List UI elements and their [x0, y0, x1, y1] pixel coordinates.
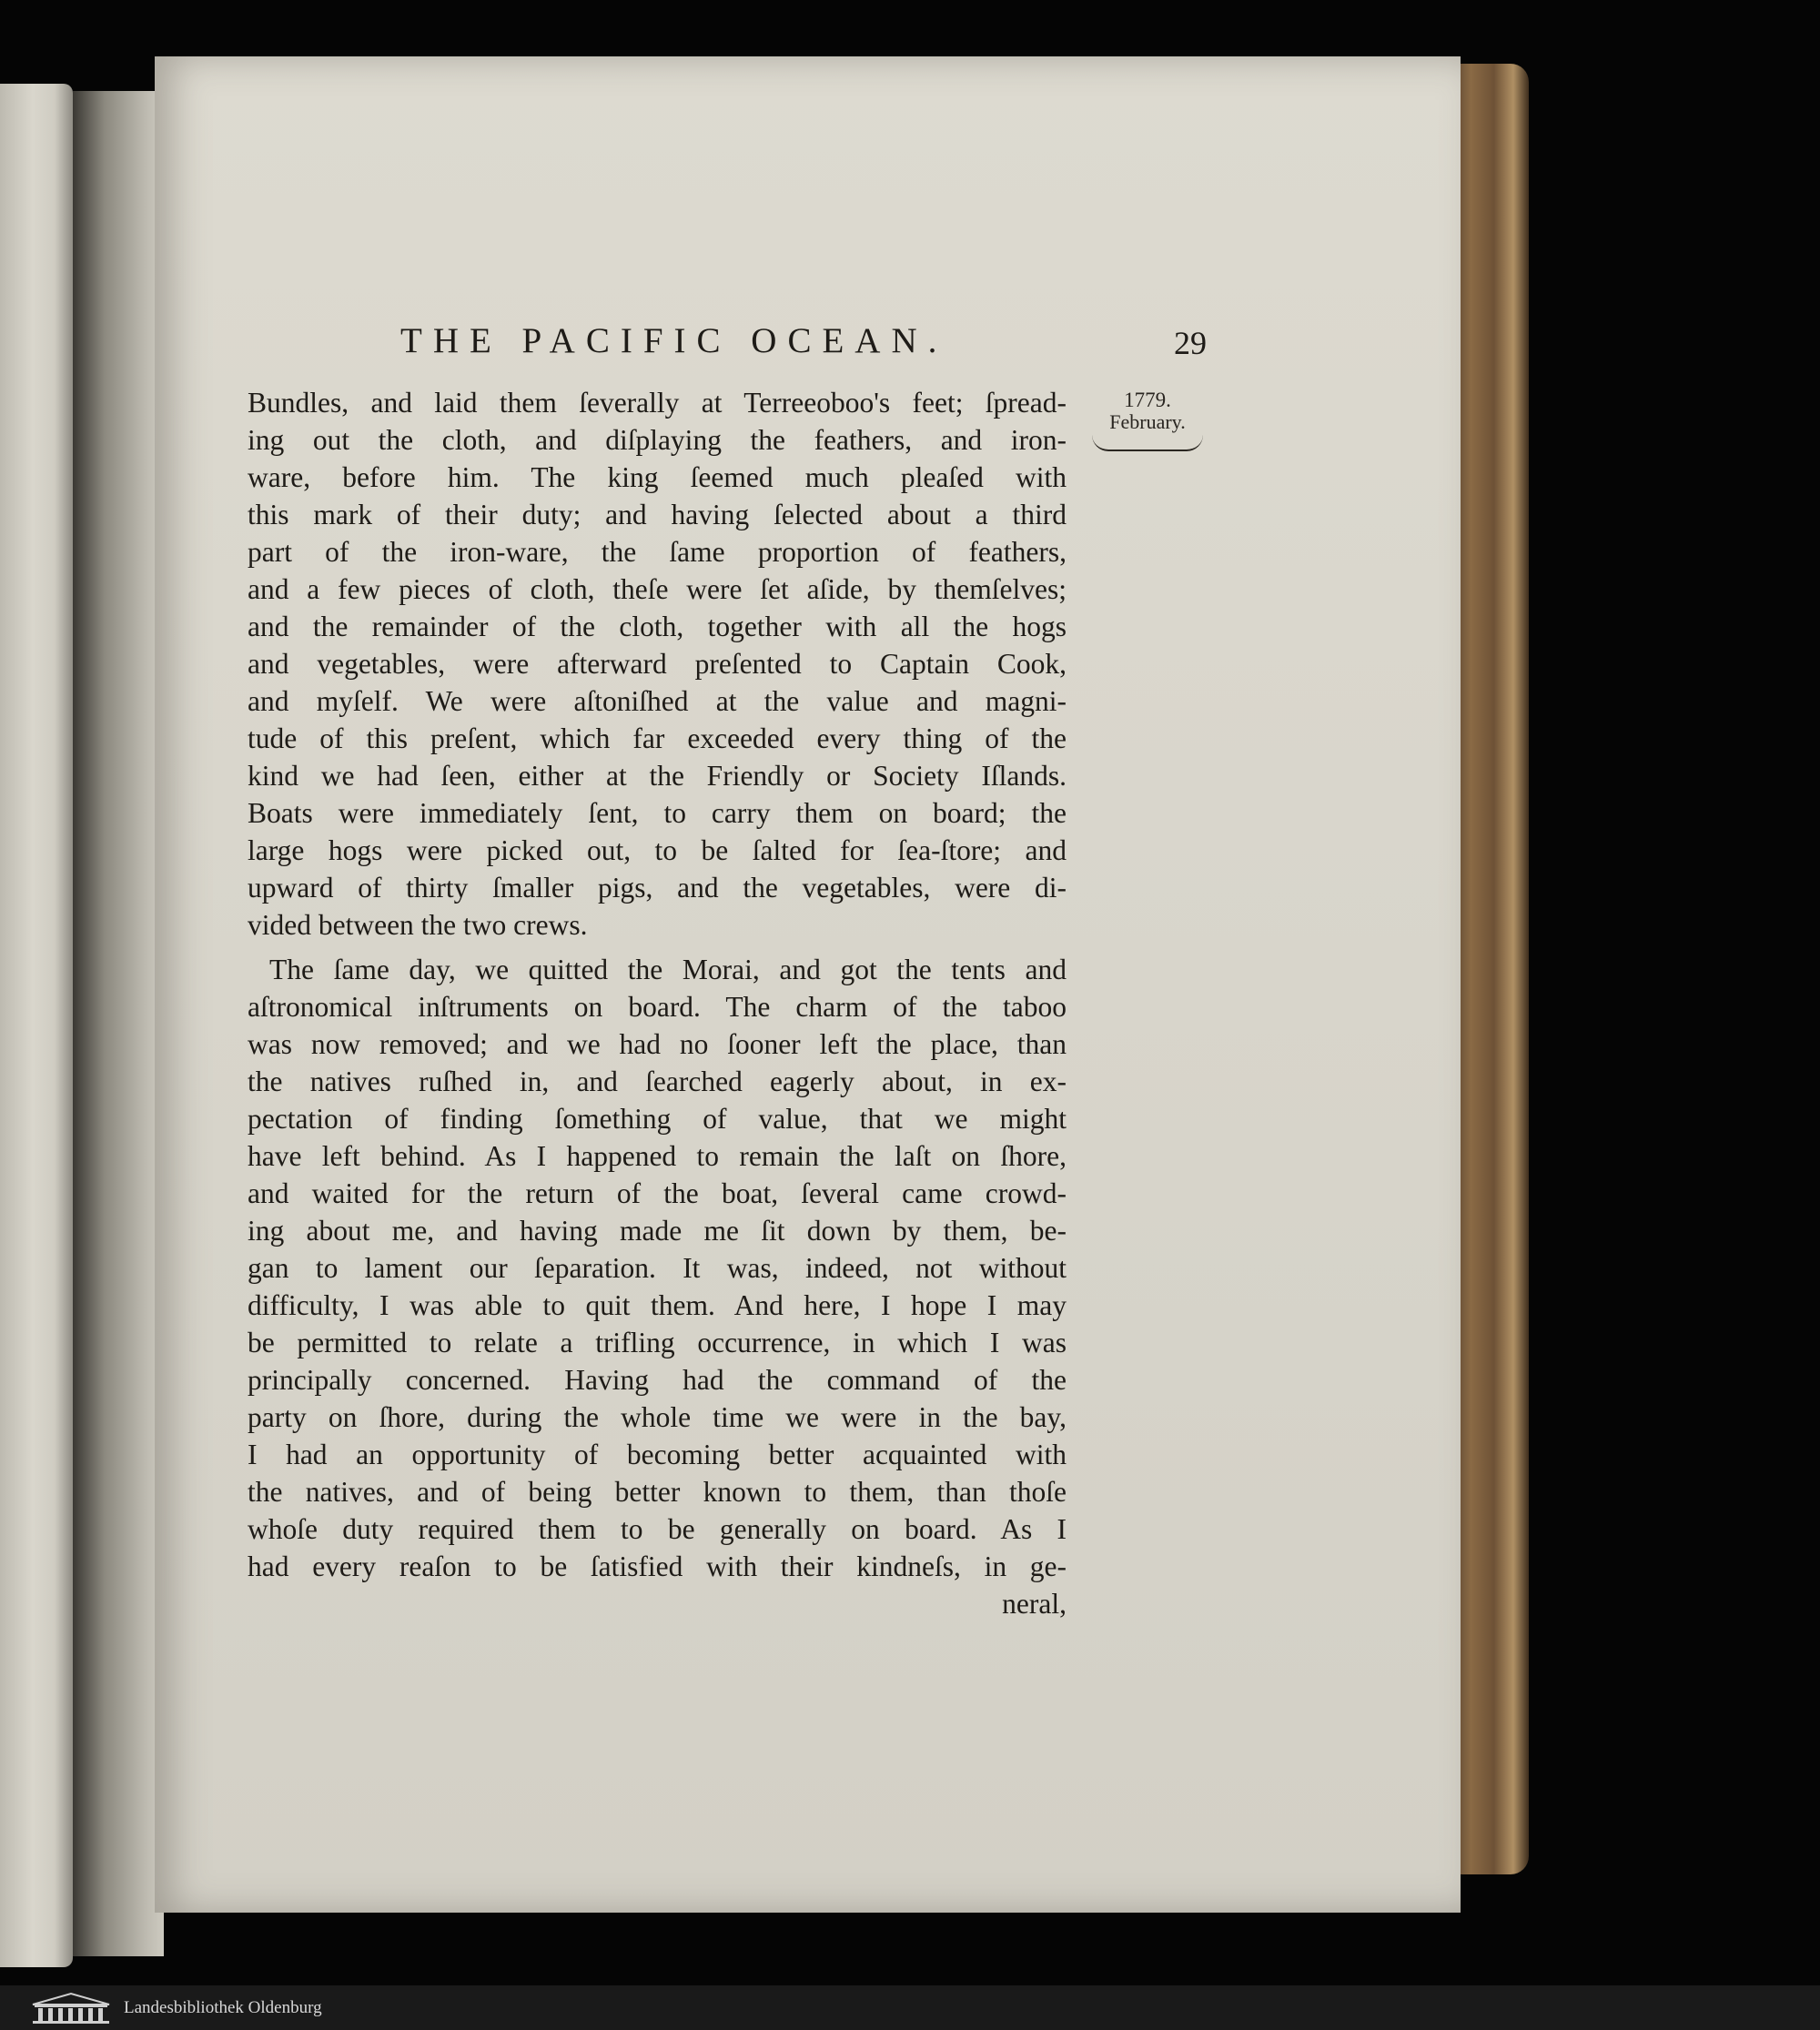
text-line: have left behind. As I happened to remain the laſt on ſhore, — [248, 1140, 1067, 1172]
text-line: Bundles, and laid them ſeverally at Terreeoboo's feet; ſpread- — [248, 387, 1067, 419]
text-line: and waited for the return of the boat, ſeveral came crowd- — [248, 1177, 1067, 1209]
book-gutter — [73, 91, 164, 1956]
paragraph-1 — [248, 384, 1067, 944]
text-line: vided between the two crews. — [248, 909, 588, 941]
margin-year: 1779. — [1124, 389, 1171, 411]
text-line: gan to lament our ſeparation. It was, indeed, not without — [248, 1252, 1067, 1284]
text-line: tude of this preſent, which far exceeded every thing of the — [248, 722, 1067, 754]
margin-brace — [1092, 435, 1203, 451]
text-line: and vegetables, were afterward preſented to Captain Cook, — [248, 648, 1067, 680]
text-line: ware, before him. The king ſeemed much pleaſed with — [248, 461, 1067, 493]
text-line: and the remainder of the cloth, together with all the hogs — [248, 611, 1067, 642]
text-line: and a few pieces of cloth, theſe were ſet aſide, by themſelves; — [248, 573, 1067, 605]
text-line: whoſe duty required them to be generally on board. As I — [248, 1513, 1067, 1545]
text-line: and myſelf. We were aſtoniſhed at the value and magni- — [248, 685, 1067, 717]
margin-date-note — [1088, 389, 1207, 451]
body-text — [248, 384, 1067, 1622]
margin-month: February. — [1109, 410, 1186, 433]
text-line: part of the iron-ware, the ſame proportion of feathers, — [248, 536, 1067, 568]
facing-page-edge — [0, 84, 73, 1967]
text-line: the natives, and of being better known to them, than thoſe — [248, 1476, 1067, 1508]
text-line: principally concerned. Having had the command of the — [248, 1364, 1067, 1396]
text-line: be permitted to relate a trifling occurrence, in which I was — [248, 1327, 1067, 1358]
text-line: The ſame day, we quitted the Morai, and got the tents and — [269, 954, 1067, 985]
text-line: upward of thirty ſmaller pigs, and the vegetables, were di- — [248, 872, 1067, 904]
text-line: difficulty, I was able to quit them. And here, I hope I may — [248, 1289, 1067, 1321]
text-line: large hogs were picked out, to be ſalted for ſea-ſtore; and — [248, 834, 1067, 866]
paragraph-gap — [248, 944, 1067, 951]
text-line: Boats were immediately ſent, to carry them on board; the — [248, 797, 1067, 829]
text-line: kind we had ſeen, either at the Friendly or Society Iſlands. — [248, 760, 1067, 792]
library-name: Landesbibliothek Oldenburg — [124, 1997, 322, 2017]
library-building-icon — [25, 1992, 116, 2025]
running-head: THE PACIFIC OCEAN. — [400, 321, 948, 360]
text-line: pectation of finding ſomething of value, that we might — [248, 1103, 1067, 1135]
text-line: ing out the cloth, and diſplaying the feathers, and iron- — [248, 424, 1067, 456]
text-line: this mark of their duty; and having ſelected about a third — [248, 499, 1067, 530]
text-line: aſtronomical inſtruments on board. The charm of the taboo — [248, 991, 1067, 1023]
page-number: 29 — [1174, 325, 1207, 361]
book-cover-edge — [1451, 64, 1529, 1874]
paragraph-2 — [248, 951, 1067, 1585]
viewer-footer — [0, 1985, 1820, 2030]
text-line: was now removed; and we had no ſooner left the place, than — [248, 1028, 1067, 1060]
text-line: ing about me, and having made me ſit down by them, be- — [248, 1215, 1067, 1247]
text-line: the natives ruſhed in, and ſearched eagerly about, in ex- — [248, 1065, 1067, 1097]
text-line: I had an opportunity of becoming better acquainted with — [248, 1439, 1067, 1470]
catchword: neral, — [1002, 1588, 1067, 1620]
text-line: party on ſhore, during the whole time we were in the bay, — [248, 1401, 1067, 1433]
text-line: had every reaſon to be ſatisfied with their kindneſs, in ge- — [248, 1550, 1067, 1582]
